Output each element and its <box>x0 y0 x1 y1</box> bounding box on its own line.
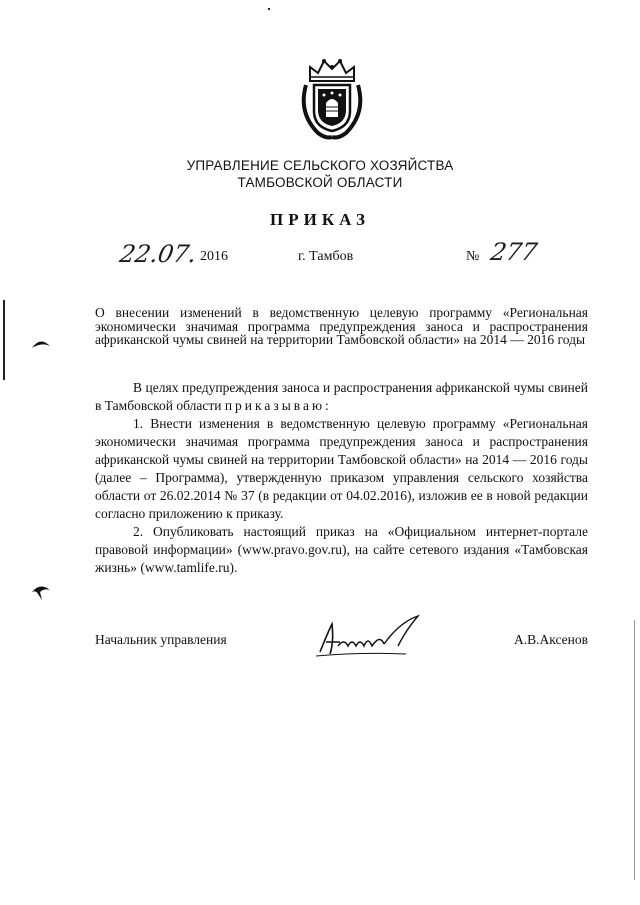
handwritten-signature-icon <box>310 612 430 662</box>
signature-block <box>95 630 588 670</box>
scan-margin-line <box>3 300 5 380</box>
document-year: 2016 <box>200 249 228 264</box>
order-word: приказываю: <box>224 398 332 413</box>
intro-text: В целях предупреждения заноса и распространения африканской чумы свиней в Тамбовской области <box>95 380 588 413</box>
body-intro <box>95 379 588 415</box>
document-type-title: ПРИКАЗ <box>270 210 370 229</box>
scan-hole-mark <box>30 582 52 604</box>
body-item-2: 2. Опубликовать настоящий приказ на «Официальном интернет-портале правовой информации» (www.pravo.gov.ru), на сайте сетевого издания «Тамбовская жизнь» (www.tamlife.ru). <box>95 524 588 575</box>
handwritten-document-number: 277 <box>488 238 540 266</box>
document-body <box>95 379 588 577</box>
number-sign: № <box>466 249 480 264</box>
scan-hole-mark <box>30 336 52 350</box>
scan-dot <box>268 8 270 10</box>
department-name-line1: УПРАВЛЕНИЕ СЕЛЬСКОГО ХОЗЯЙСТВА <box>186 158 454 173</box>
handwritten-date: 22.07. <box>117 240 199 268</box>
department-name-line2: ТАМБОВСКОЙ ОБЛАСТИ <box>237 175 403 190</box>
scan-edge-line <box>634 620 635 880</box>
signatory-name: А.В.Аксенов <box>514 632 588 647</box>
date-line <box>0 240 640 272</box>
document-city: г. Тамбов <box>298 249 354 264</box>
tambov-coat-of-arms-icon <box>296 55 368 141</box>
signatory-title: Начальник управления <box>95 632 227 647</box>
document-subject: О внесении изменений в ведомственную целевую программу «Региональная экономически значимая программа предупреждения заноса и распространения африканской чумы свиней на территории Тамбовской области» на 2014 — 2016 годы <box>95 305 588 347</box>
body-item-1: 1. Внести изменения в ведомственную целевую программу «Региональная экономически значимая программа предупреждения заноса и распространения африканской чумы свиней на территории Тамбовской области» на 2014 — 2016 годы (далее – Программа), утвержденную приказом управления сельского хозяйства области от 26.02.2014 № 37 (в редакции от 04.02.2016), изложив ее в новой редакции согласно приложению к приказу. <box>95 416 588 521</box>
